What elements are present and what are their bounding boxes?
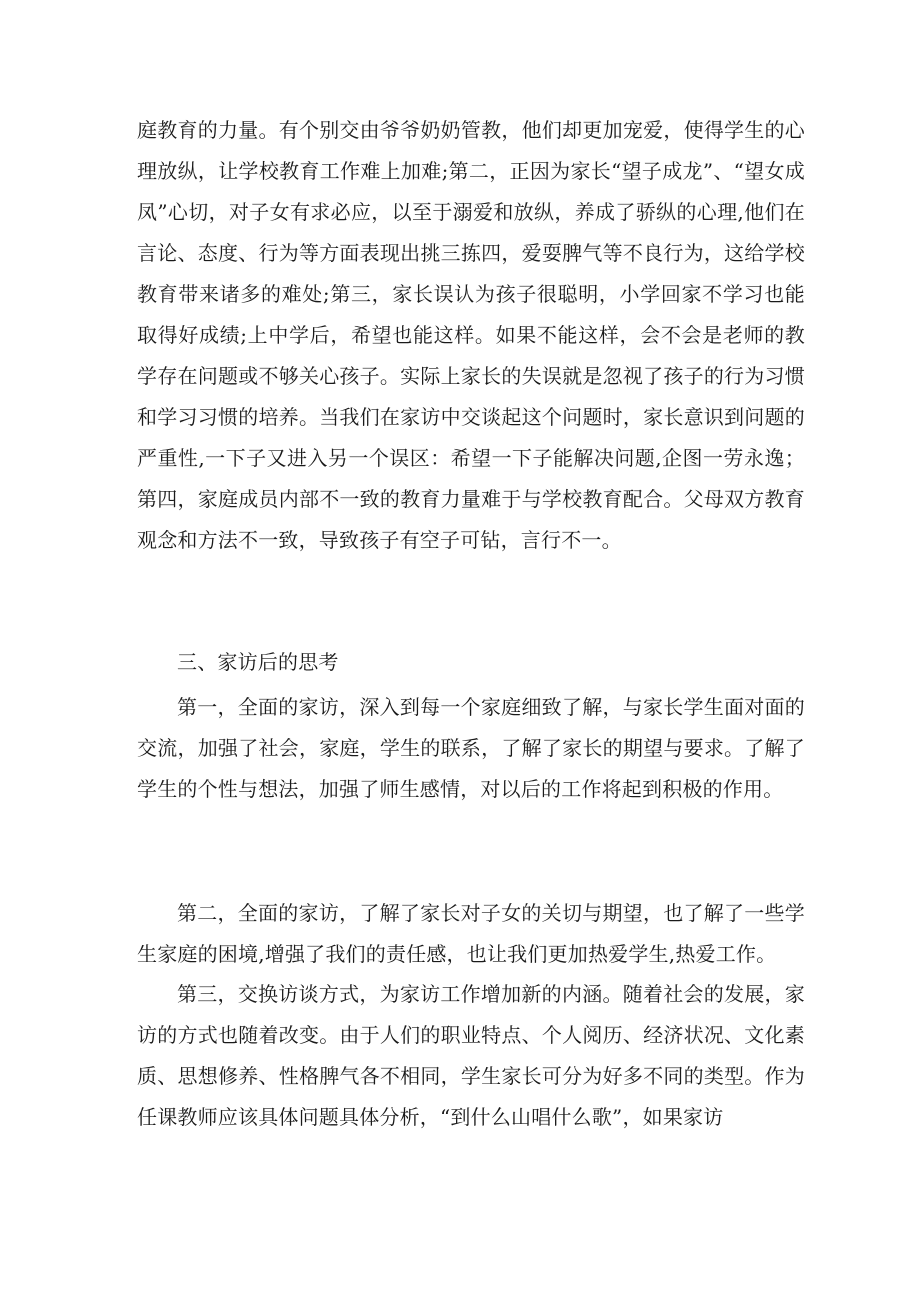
paragraph-reflection-second: 第二，全面的家访，了解了家长对子女的关切与期望，也了解了一些学生家庭的困境,增强了我们的责任感，也让我们更加热爱学生,热爱工作。 [137, 901, 805, 966]
section-heading-reflection: 三、家访后的思考 [177, 650, 339, 674]
paragraph-reflection-first: 第一，全面的家访，深入到每一个家庭细致了解，与家长学生面对面的交流，加强了社会，家庭，学生的联系，了解了家长的期望与要求。了解了学生的个性与想法，加强了师生感情，对以后的工作将起到积极的作用。 [137, 695, 805, 801]
paragraph-home-education-problems: 庭教育的力量。有个别交由爷爷奶奶管教，他们却更加宠爱，使得学生的心理放纵，让学校教育工作难上加难;第二，正因为家长“望子成龙”、“望女成凤”心切，对子女有求必应，以至于溺爱和放纵，养成了骄纵的心理,他们在言论、态度、行为等方面表现出挑三拣四，爱耍脾气等不良行为，这给学校教育带来诸多的难处;第三，家长误认为孩子很聪明，小学回家不学习也能取得好成绩;上中学后，希望也能这样。如果不能这样，会不会是老师的教学存在问题或不够关心孩子。实际上家长的失误就是忽视了孩子的行为习惯和学习习惯的培养。当我们在家访中交谈起这个问题时，家长意识到问题的严重性,一下子又进入另一个误区：希望一下子能解决问题,企图一劳永逸；第四，家庭成员内部不一致的教育力量难于与学校教育配合。父母双方教育观念和方法不一致，导致孩子有空子可钻，言行不一。 [137, 118, 805, 552]
paragraph-reflection-third: 第三，交换访谈方式，为家访工作增加新的内涵。随着社会的发展，家访的方式也随着改变。由于人们的职业特点、个人阅历、经济状况、文化素质、思想修养、性格脾气各不相同，学生家长可分为好多不同的类型。作为任课教师应该具体问题具体分析，“到什么山唱什么歌”，如果家访 [137, 982, 805, 1129]
